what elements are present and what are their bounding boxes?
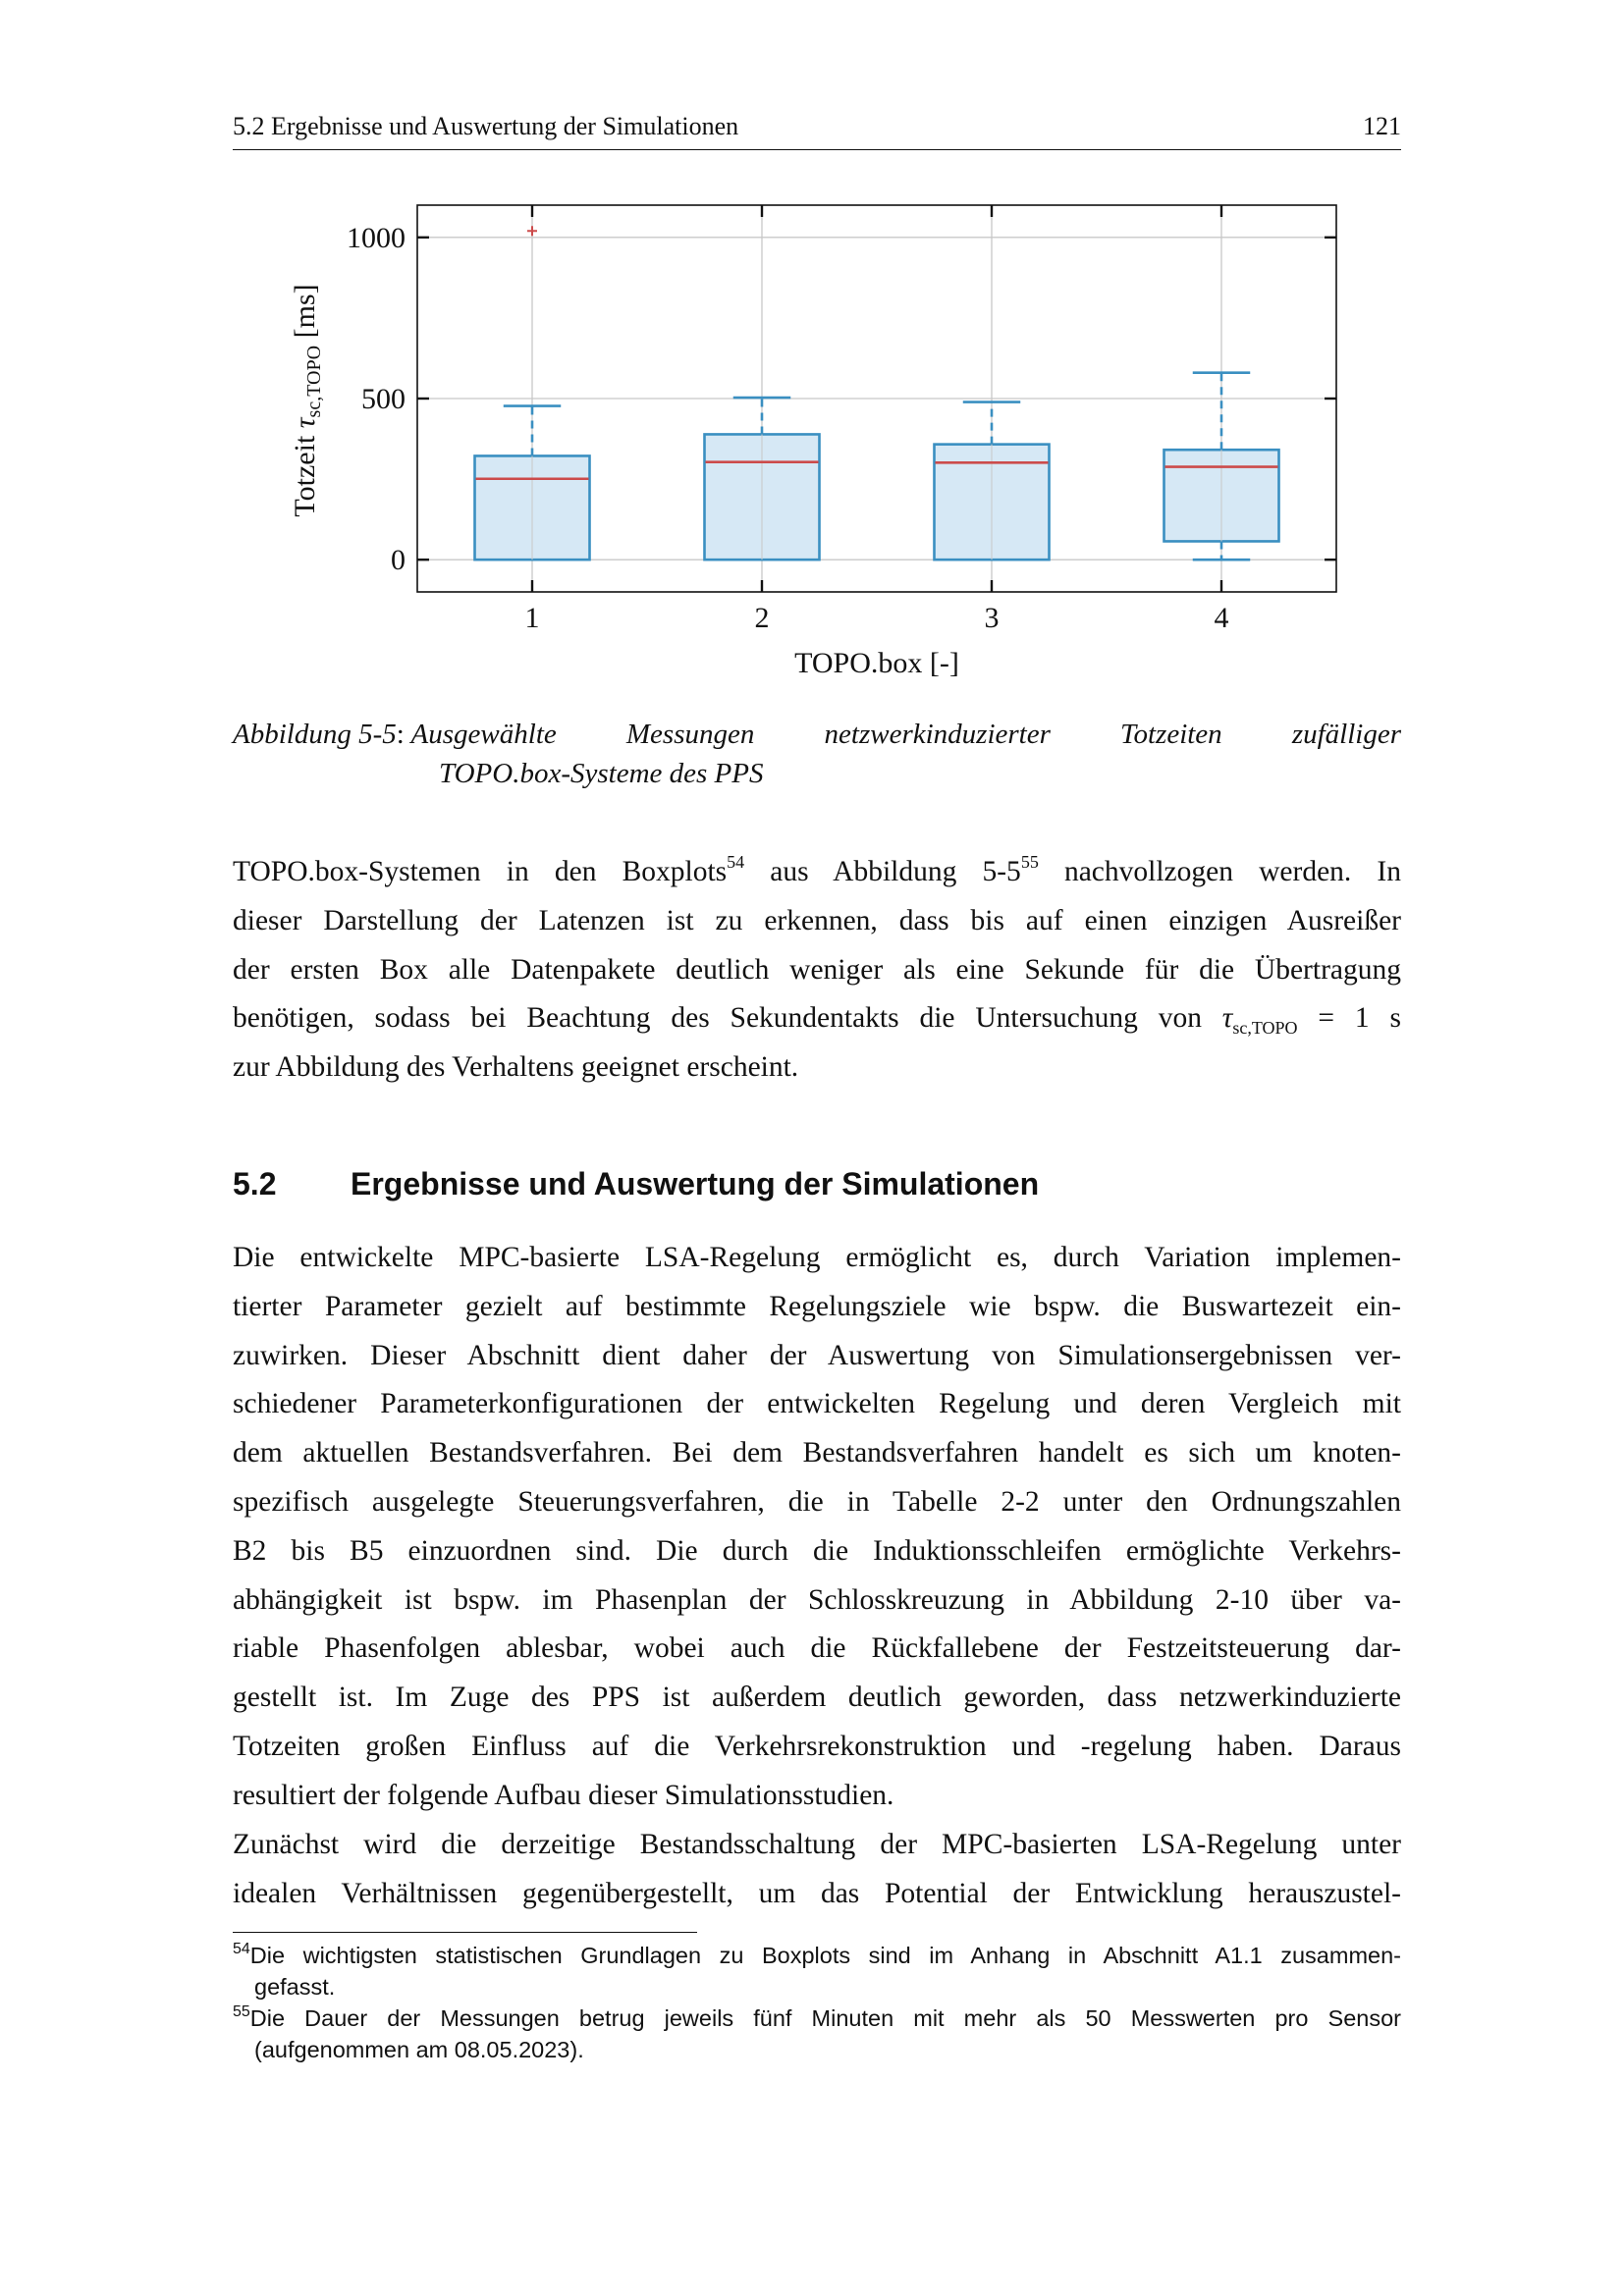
text-span: nachvollzogen werden. In bbox=[1038, 856, 1402, 887]
y-axis-label bbox=[289, 284, 325, 516]
caption-word: netzwerkinduzierter bbox=[824, 719, 1051, 750]
y-axis-label-suffix: [ms] bbox=[289, 284, 321, 346]
footnote-rule bbox=[233, 1932, 697, 1933]
footnote-line bbox=[233, 1940, 1401, 1971]
paragraph-2 bbox=[233, 1234, 1401, 1821]
y-axis-label-subscript: sc,TOPO bbox=[303, 345, 325, 418]
footnote-line bbox=[233, 2002, 1401, 2034]
caption-separator: : bbox=[396, 719, 405, 750]
text-line: dieser Darstellung der Latenzen ist zu erkennen, dass bis auf einen einzigen Ausreißer bbox=[233, 904, 1401, 936]
page-number: 121 bbox=[1363, 112, 1401, 140]
text-line: Die entwickelte MPC-basierte LSA-Regelung ermöglicht es, durch Variation implemen- bbox=[233, 1242, 1401, 1273]
section-title: Ergebnisse und Auswertung der Simulationen bbox=[351, 1166, 1040, 1201]
text-line: resultiert der folgende Aufbau dieser Simulationsstudien. bbox=[233, 1779, 894, 1811]
box-4 bbox=[1164, 373, 1279, 560]
text-line: zur Abbildung des Verhaltens geeignet erscheint. bbox=[233, 1051, 799, 1084]
caption-line-1 bbox=[233, 715, 1401, 754]
x-tick-label: 4 bbox=[1214, 602, 1229, 634]
footnote-number: 55 bbox=[233, 2003, 250, 2021]
text-line: gestellt ist. Im Zuge des PPS ist außerdem deutlich geworden, dass netzwerkinduzierte bbox=[233, 1682, 1401, 1714]
text-span: benötigen, sodass bei Beachtung des Sekundentakts die Untersuchung von bbox=[233, 1002, 1222, 1035]
tau-symbol: τ bbox=[1221, 1002, 1233, 1035]
y-tick-label: 0 bbox=[391, 544, 406, 577]
section-heading bbox=[233, 1166, 1039, 1202]
footnote-ref-55[interactable]: 55 bbox=[1020, 852, 1039, 873]
axis-labels bbox=[289, 284, 959, 679]
caption-word: zufälliger bbox=[1291, 719, 1401, 750]
text-span: aus Abbildung 5-5 bbox=[744, 856, 1021, 887]
text-line: Totzeiten großen Einfluss auf die Verkehrsrekonstruktion und -regelung haben. Daraus bbox=[233, 1730, 1401, 1762]
text-span: = 1 s bbox=[1297, 1002, 1401, 1035]
paragraph-1 bbox=[233, 848, 1401, 1093]
text-line: abhängigkeit ist bspw. im Phasenplan der Schlosskreuzung in Abbildung 2-10 über va- bbox=[233, 1583, 1401, 1616]
footnote-55 bbox=[233, 2002, 1401, 2065]
footnote-text: Die wichtigsten statistischen Grundlagen zu Boxplots sind im Anhang in Abschnitt A1.1 zusammen- bbox=[249, 1943, 1401, 1968]
running-section-title: 5.2 Ergebnisse und Auswertung der Simulationen bbox=[233, 112, 739, 140]
footnote-ref-54[interactable]: 54 bbox=[727, 852, 745, 873]
text-line: dem aktuellen Bestandsverfahren. Bei dem Bestandsverfahren handelt es sich um knoten- bbox=[233, 1437, 1401, 1469]
caption-label-wrap bbox=[233, 715, 557, 754]
x-axis-label: TOPO.box [-] bbox=[794, 647, 959, 679]
axes bbox=[347, 205, 1336, 634]
text-span: TOPO.box-Systemen in den Boxplots bbox=[233, 856, 728, 887]
y-axis-label-prefix: Totzeit bbox=[289, 428, 321, 517]
footnote-number: 54 bbox=[233, 1941, 250, 1958]
text-line bbox=[233, 994, 1401, 1043]
y-axis-label-symbol: τ bbox=[289, 417, 321, 429]
caption-label: Abbildung 5-5 bbox=[233, 719, 397, 750]
x-tick-label: 3 bbox=[984, 602, 1000, 634]
text-line: spezifisch ausgelegte Steuerungsverfahren, die in Tabelle 2-2 unter den Ordnungszahlen bbox=[233, 1485, 1401, 1518]
section-number: 5.2 bbox=[233, 1166, 277, 1201]
footnotes bbox=[233, 1940, 1401, 2065]
boxplot-chart bbox=[0, 0, 1624, 687]
y-tick-label: 500 bbox=[361, 383, 406, 415]
box-3 bbox=[935, 402, 1050, 561]
footnote-54 bbox=[233, 1940, 1401, 2002]
figure-caption bbox=[233, 715, 1401, 793]
text-line: schiedener Parameterkonfigurationen der entwickelten Regelung und deren Vergleich mit bbox=[233, 1388, 1401, 1420]
x-tick-label: 2 bbox=[754, 602, 770, 634]
text-line: Zunächst wird die derzeitige Bestandsschaltung der MPC-basierten LSA-Regelung unter bbox=[233, 1829, 1401, 1860]
y-tick-label: 1000 bbox=[347, 221, 406, 254]
text-line bbox=[233, 848, 1401, 897]
text-line: zuwirken. Dieser Abschnitt dient daher der Auswertung von Simulationsergebnissen ver- bbox=[233, 1339, 1401, 1371]
paragraph-3 bbox=[233, 1821, 1401, 1919]
footnote-text: Die Dauer der Messungen betrug jeweils fünf Minuten mit mehr als 50 Messwerten pro Sensor bbox=[249, 2005, 1401, 2031]
footnote-line: (aufgenommen am 08.05.2023). bbox=[254, 2037, 584, 2062]
text-line: B2 bis B5 einzuordnen sind. Die durch die Induktionsschleifen ermöglichte Verkehrs- bbox=[233, 1534, 1401, 1567]
text-line: idealen Verhältnissen gegenübergestellt, um das Potential der Entwicklung herauszustel- bbox=[233, 1877, 1401, 1909]
caption-word: Ausgewählte bbox=[410, 719, 557, 750]
tau-subscript: sc,TOPO bbox=[1232, 1018, 1298, 1039]
x-tick-label: 1 bbox=[524, 602, 540, 634]
caption-word: Totzeiten bbox=[1120, 719, 1222, 750]
caption-line-2: TOPO.box-Systeme des PPS bbox=[439, 758, 764, 789]
caption-word: Messungen bbox=[625, 719, 755, 750]
text-line: riable Phasenfolgen ablesbar, wobei auch die Rückfallebene der Festzeitsteuerung dar- bbox=[233, 1632, 1401, 1665]
text-line: der ersten Box alle Datenpakete deutlich weniger als eine Sekunde für die Übertragung bbox=[233, 953, 1401, 986]
boxes bbox=[475, 226, 1279, 560]
text-line: tierter Parameter gezielt auf bestimmte Regelungsziele wie bspw. die Buswartezeit ein- bbox=[233, 1290, 1401, 1322]
footnote-line: gefasst. bbox=[254, 1974, 336, 2000]
